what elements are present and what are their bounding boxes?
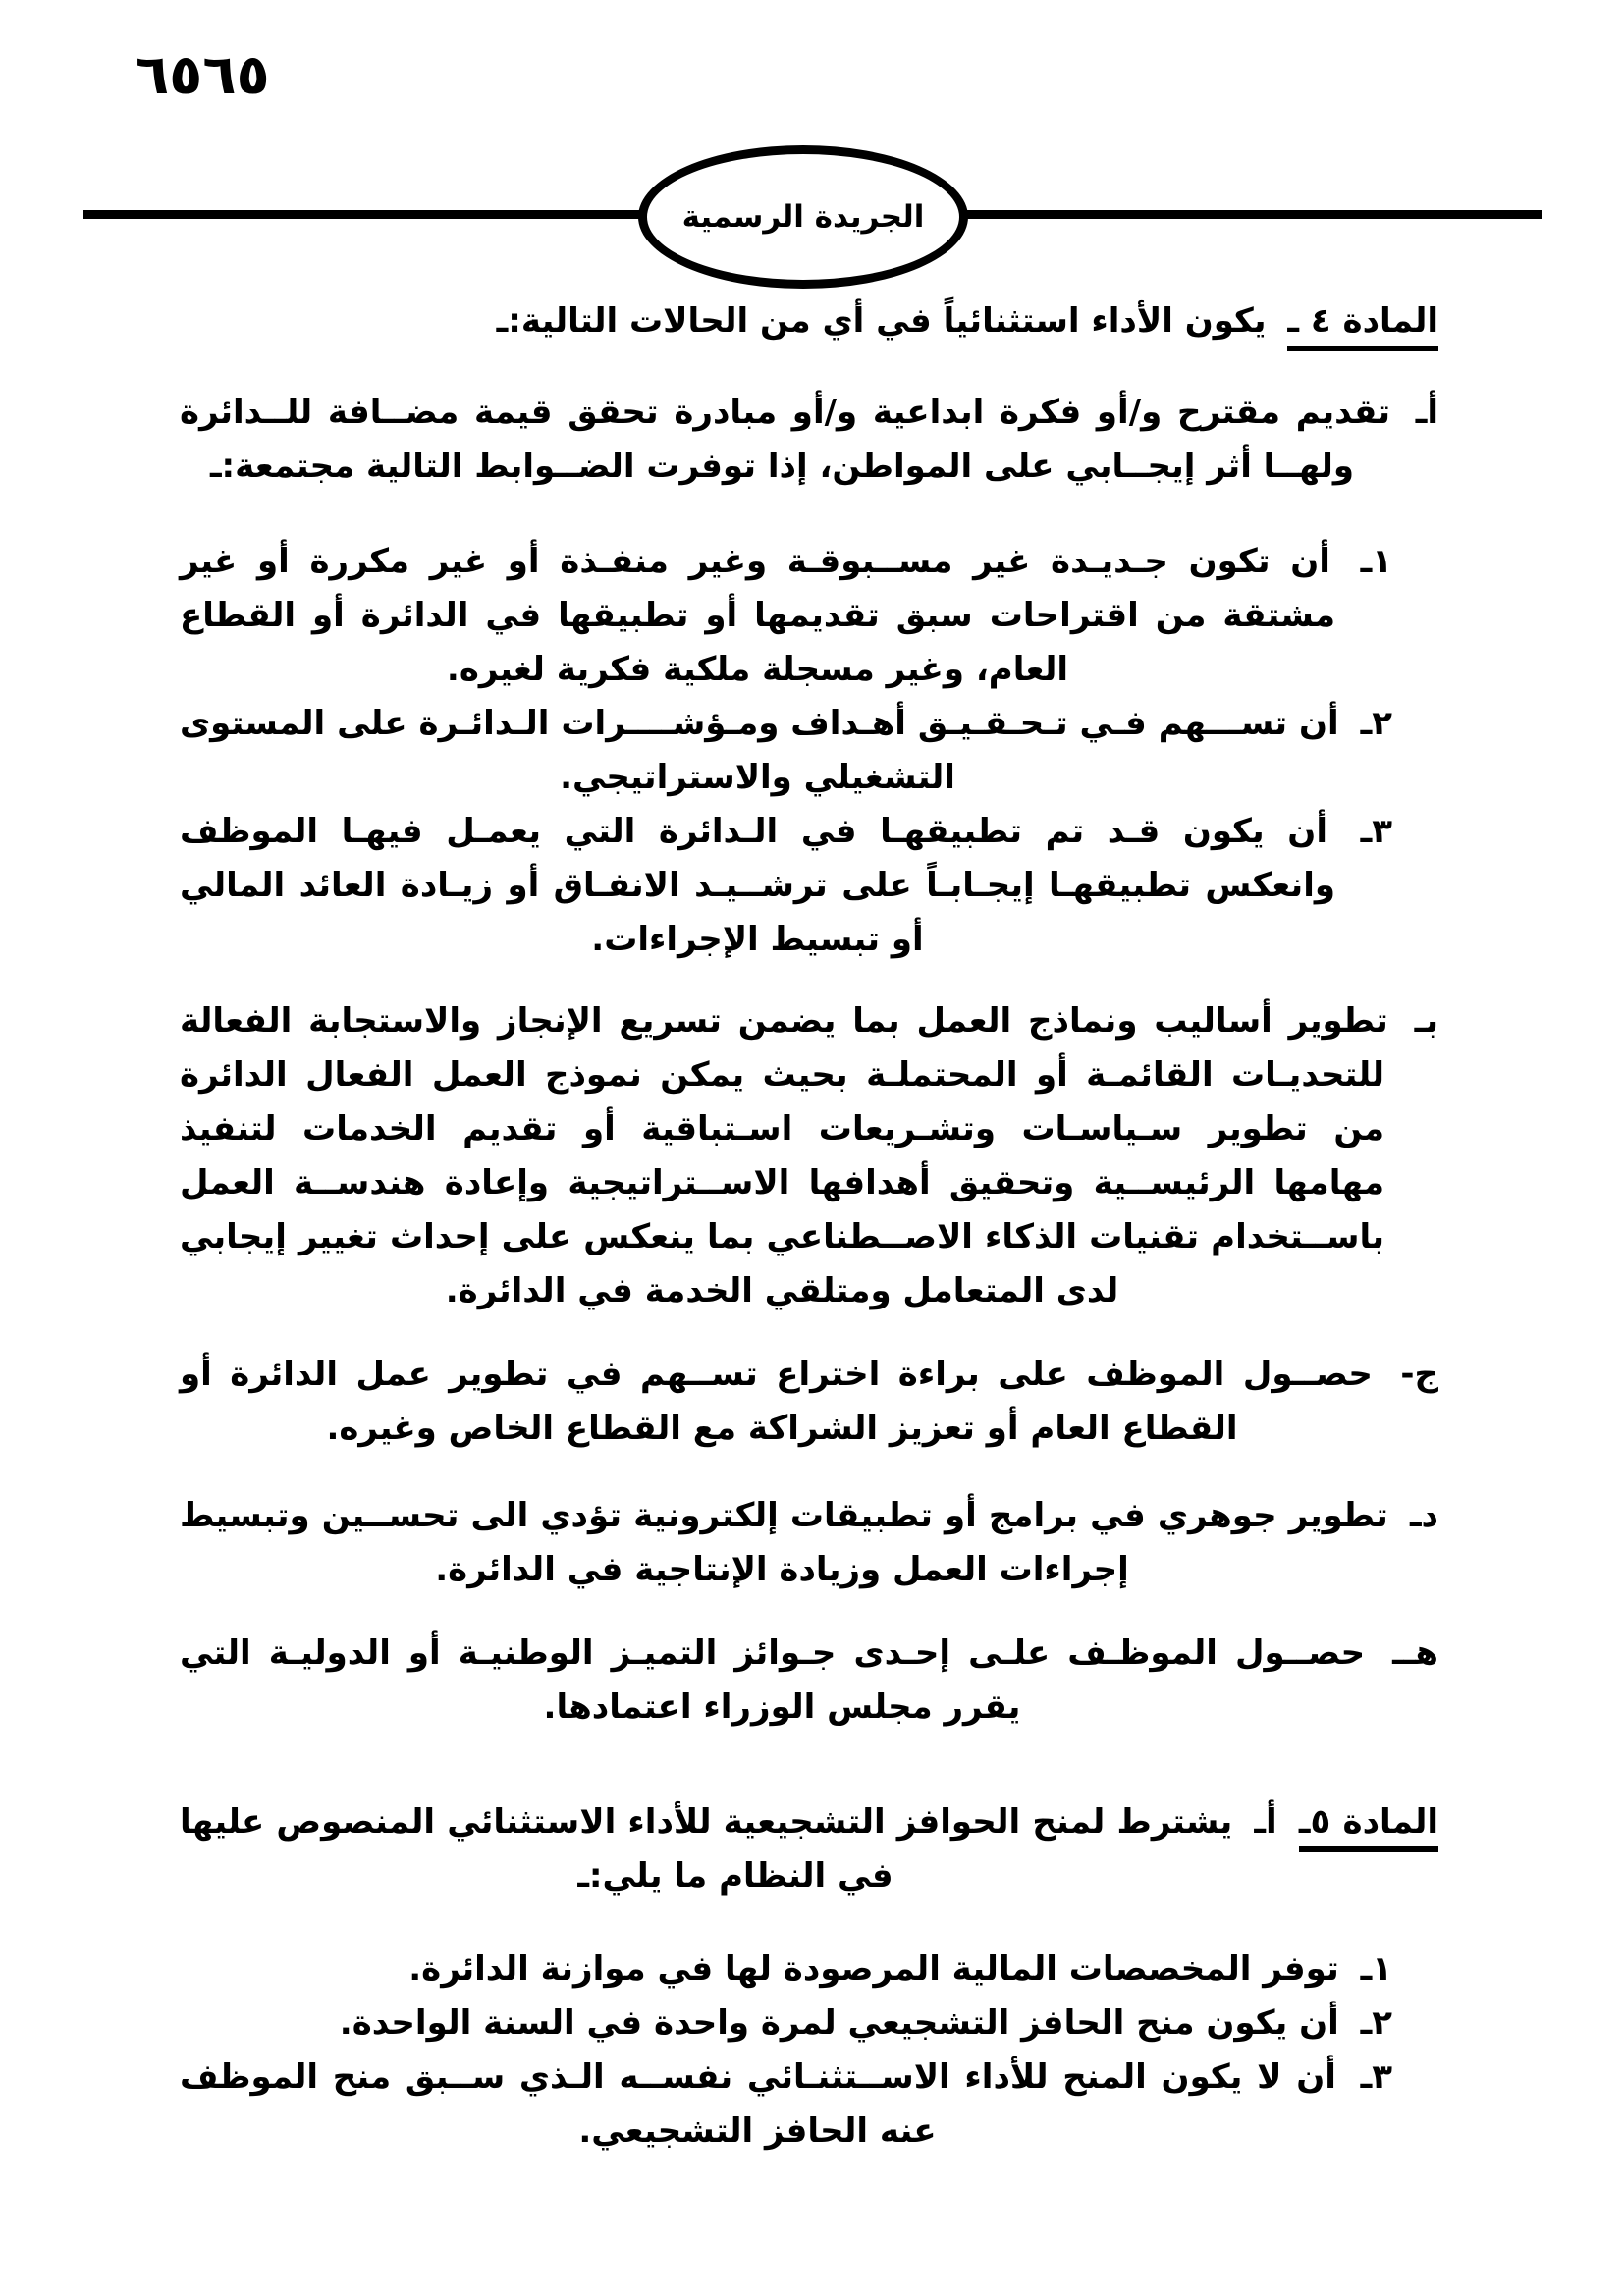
article4-clause-b [180,994,1438,1318]
clause-e-marker: هــ [1392,1633,1438,1673]
clause-e-text: حصــول الموظـف علـى إحـدى جـوائز التميـز الوطنيـة أو الدوليـة التي يقرر مجلس الوزراء اعتمادها. [180,1633,1366,1727]
clause-c-marker: ج- [1400,1355,1438,1394]
article5-item-3 [180,2051,1438,2159]
item-3-marker: ٣ـ [1360,812,1393,851]
item-2-text: أن تســـهم فـي تـحـقـيـق أهـداف ومـؤشــــرات الـدائـرة على المستوى التشغيلي والاستراتيجي. [180,704,1339,797]
a5-item-1-marker: ١ـ [1360,1949,1392,1989]
clause-d-marker: دـ [1409,1496,1439,1535]
article4-clause-e [180,1627,1438,1735]
item-1-marker: ١ـ [1360,542,1392,581]
article5-items [180,1943,1438,2159]
article5-sub-marker: أـ [1254,1802,1277,1842]
article4-clause-a-items [180,535,1438,967]
page-number: ٦٥٦٥ [135,43,270,107]
a5-item-3-marker: ٣ـ [1360,2057,1392,2097]
clause-c-text: حصــول الموظف على براءة اختراع تســهم في تطوير عمل الدائرة أو القطاع العام أو تعزيز الشراكة مع القطاع الخاص وغيره. [180,1355,1373,1448]
a5-item-1-text: توفر المخصصات المالية المرصودة لها في موازنة الدائرة. [408,1949,1339,1989]
gazette-title: الجريدة الرسمية [681,199,925,235]
gazette-title-seal [638,145,968,289]
clause-b-text: تطوير أساليب ونماذج العمل بما يضمن تسريع الإنجاز والاستجابة الفعالة للتحديـات القائمـة أو المحتملـة بحيث يمكن نموذج العمل الفعال الدائرة من تطوير سـياسـات وتشـريعات اسـتباقية أو تقديم الخدمات لتنفيذ مهامها الرئيســية وتحقيق أهدافها الاســتراتيجية وإعادة هندســة العمل باســتخدام تقنيات الذكاء الاصــطناعي بما ينعكس على إحداث تغيير إيجابي لدى المتعامل ومتلقي الخدمة في الدائرة. [180,1001,1388,1310]
a5-item-2-marker: ٢ـ [1360,2003,1392,2043]
clause-a-item-2 [180,697,1438,805]
article4-clause-a [180,386,1438,494]
article4-clause-c [180,1348,1438,1456]
document-body [180,294,1438,2159]
article5-heading [180,1795,1438,1903]
clause-a-item-3 [180,805,1438,967]
clause-d-text: تطوير جوهري في برامج أو تطبيقات إلكترونية تؤدي الى تحســين وتبسيط إجراءات العمل وزيادة الإنتاجية في الدائرة. [180,1496,1388,1589]
a5-item-3-text: أن لا يكون المنح للأداء الاســتثنـائي نفســه الـذي ســبق منح الموظف عنه الحافز التشجيعي. [180,2057,1336,2151]
item-1-text: أن تكون جـديـدة غير مســبوقـة وغير منفـذة أو غير مكررة أو غير مشتقة من اقتراحات سبق تقديمها أو تطبيقها في الدائرة أو القطاع العام، وغير مسجلة ملكية فكرية لغيره. [180,542,1335,689]
article4-heading [180,294,1438,348]
article4-label: المادة ٤ ـ [1287,301,1438,351]
clause-b-marker: بـ [1414,1001,1438,1041]
a5-item-2-text: أن يكون منح الحافز التشجيعي لمرة واحدة في السنة الواحدة. [339,2003,1339,2043]
article4-clause-d [180,1489,1438,1597]
item-2-marker: ٢ـ [1360,704,1392,743]
clause-a-text: تقديم مقترح و/أو فكرة ابداعية و/أو مبادرة تحقق قيمة مضــافة للــدائرة ولهــا أثر إيجــابي على المواطن، إذا توفرت الضــوابط التالية مجتمعة:ـ [180,393,1391,486]
clause-a-item-1 [180,535,1438,697]
article5-intro: يشترط لمنح الحوافز التشجيعية للأداء الاستثنائي المنصوص عليها في النظام ما يلي:ـ [180,1802,1233,1896]
article5-item-1 [180,1943,1438,1997]
article5-item-2 [180,1997,1438,2051]
item-3-text: أن يكون قـد تم تطبيقهـا في الـدائرة التي يعمـل فيهـا الموظف وانعكس تطبيقهـا إيجـابـاً على ترشــيـد الانفـاق أو زيـادة العائد المالي أو تبسيط الإجراءات. [180,812,1335,959]
article5-label: المادة ٥ـ [1299,1802,1438,1852]
article4-intro: يكون الأداء استثنائياً في أي من الحالات التالية:ـ [496,301,1267,341]
clause-a-marker: أـ [1415,393,1438,432]
